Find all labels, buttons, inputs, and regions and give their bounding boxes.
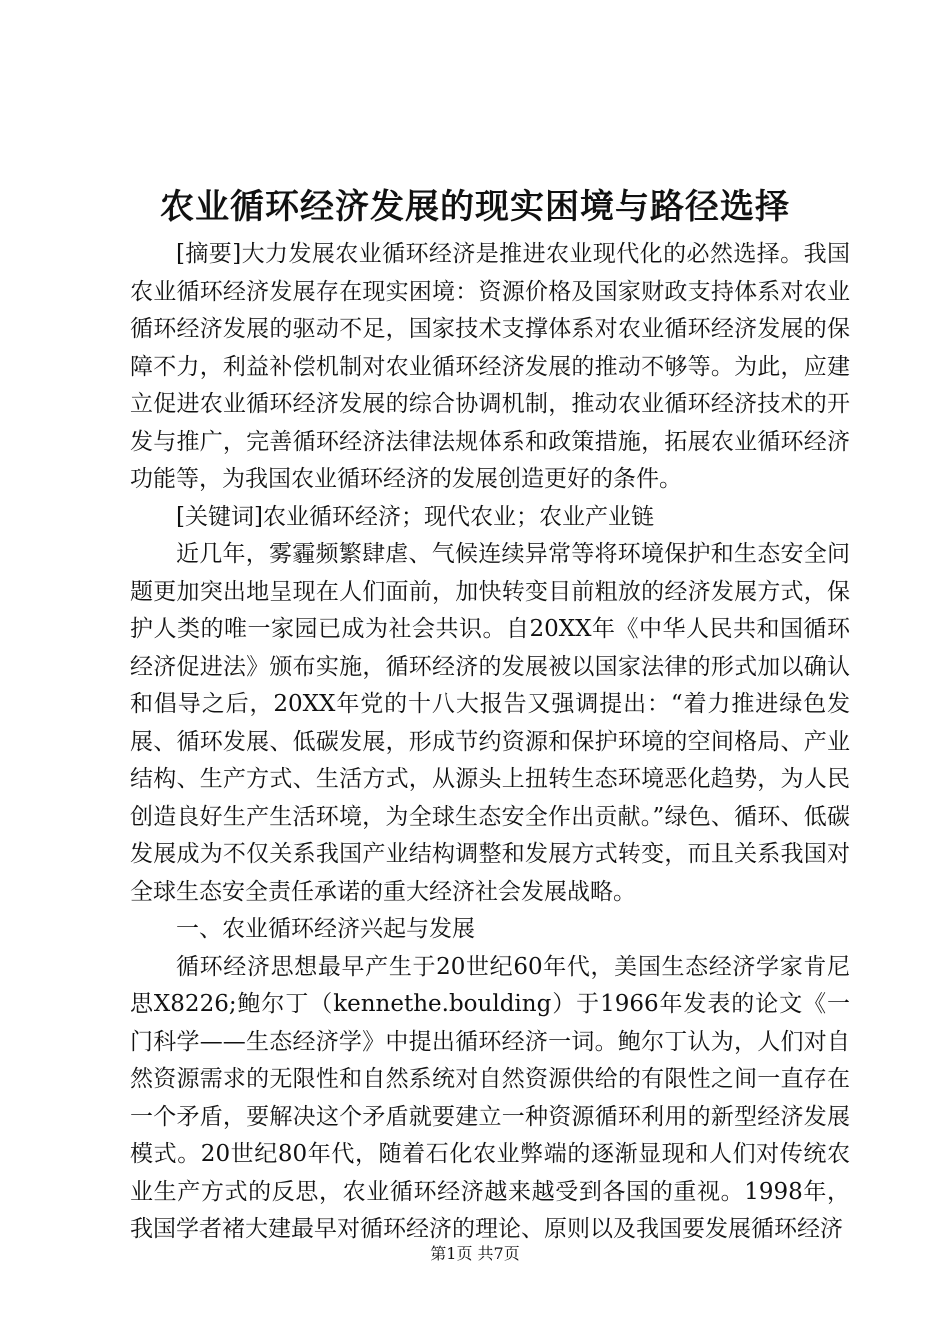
document-body (130, 236, 850, 1249)
page-footer: 第1页 共7页 (430, 1244, 520, 1263)
section-paragraph: 循环经济思想最早产生于20世纪60年代，美国生态经济学家肯尼思X8226;鲍尔丁（kennethe.boulding）于1966年发表的论文《一门科学——生态经济学》中提出循环经济一词。鲍尔丁认为，人们对自然资源需求的无限性和自然系统对自然资源供给的有限性之间一直存在一个矛盾，要解决这个矛盾就要建立一种资源循环利用的新型经济发展模式。20世纪80年代，随着石化农业弊端的逐渐显现和人们对传统农业生产方式的反思，农业循环经济越来越受到各国的重视。1998年，我国学者褚大建最早对循环经济的理论、原则以及我国要发展循环经济 (130, 953, 850, 1242)
intro-paragraph: 近几年，雾霾频繁肆虐、气候连续异常等将环境保护和生态安全问题更加突出地呈现在人们面前，加快转变目前粗放的经济发展方式，保护人类的唯一家园已成为社会共识。自20XX年《中华人民共和国循环经济促进法》颁布实施，循环经济的发展被以国家法律的形式加以确认和倡导之后，20XX年党的十八大报告又强调提出：“着力推进绿色发展、循环发展、低碳发展，形成节约资源和保护环境的空间格局、产业结构、生产方式、生活方式，从源头上扭转生态环境恶化趋势，为人民创造良好生产生活环境，为全球生态安全作出贡献。”绿色、循环、低碳发展成为不仅关系我国产业结构调整和发展方式转变，而且关系我国对全球生态安全责任承诺的重大经济社会发展战略。 (130, 541, 850, 905)
section-heading: 一、农业循环经济兴起与发展 (176, 916, 475, 942)
keywords-paragraph: [关键词]农业循环经济；现代农业；农业产业链 (176, 503, 654, 530)
abstract-paragraph: [摘要]大力发展农业循环经济是推进农业现代化的必然选择。我国农业循环经济发展存在现实困境：资源价格及国家财政支持体系对农业循环经济发展的驱动不足，国家技术支撑体系对农业循环经济发展的保障不力，利益补偿机制对农业循环经济发展的推动不够等。为此，应建立促进农业循环经济发展的综合协调机制，推动农业循环经济技术的开发与推广，完善循环经济法律法规体系和政策措施，拓展农业循环经济功能等，为我国农业循环经济的发展创造更好的条件。 (130, 241, 850, 492)
document-title: 农业循环经济发展的现实困境与路径选择 (160, 187, 790, 227)
